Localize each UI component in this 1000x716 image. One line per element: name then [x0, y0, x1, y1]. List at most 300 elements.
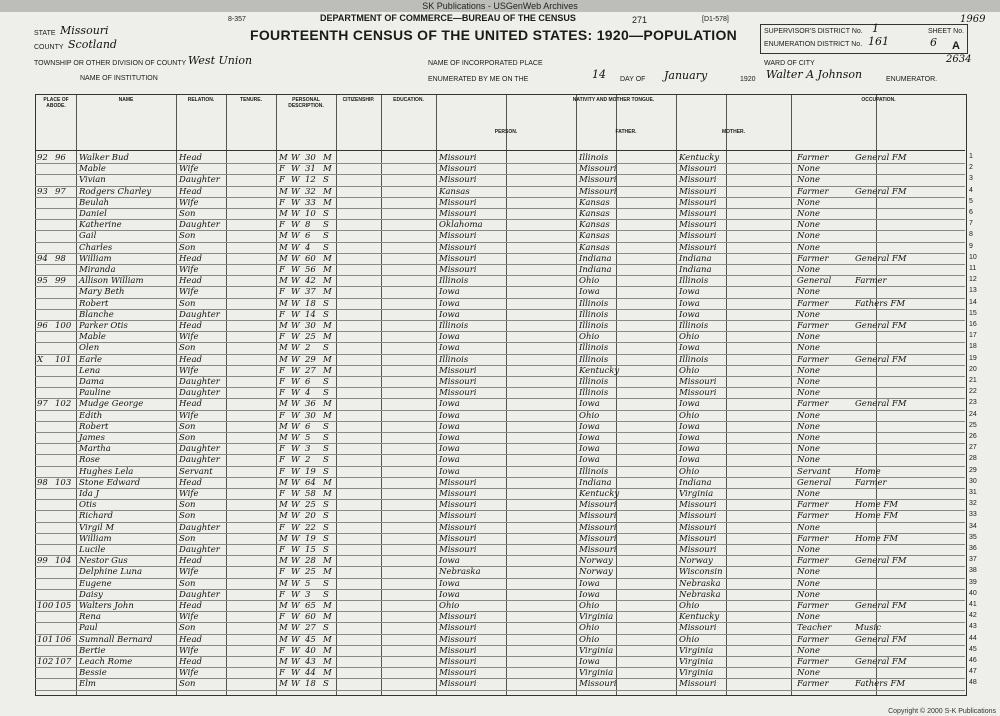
- cell-m: Missouri: [679, 377, 717, 387]
- cell-m: Ohio: [679, 466, 700, 477]
- cell-name: Nestor Gus: [79, 556, 128, 567]
- cell-m: Iowa: [679, 444, 700, 455]
- cell-p: Illinois: [439, 276, 469, 287]
- row-number: 41: [969, 601, 977, 608]
- cell-fam: 101: [55, 354, 72, 365]
- cell-sex: M: [279, 477, 288, 488]
- cell-f: Illinois: [579, 298, 609, 309]
- table-row: [35, 230, 965, 242]
- cell-occ: None: [797, 197, 821, 208]
- cell-sex: M: [279, 634, 288, 645]
- cell-p: Missouri: [439, 657, 477, 667]
- cell-name: James: [79, 433, 105, 443]
- cell-rel: Daughter: [179, 522, 220, 533]
- cell-dw: 100: [37, 601, 54, 611]
- row-number: 7: [969, 220, 973, 228]
- cell-occ: None: [797, 175, 821, 186]
- enumerated-year: 1920: [740, 76, 756, 83]
- cell-f: Indiana: [579, 265, 612, 275]
- cell-rel: Head: [179, 321, 202, 331]
- cell-p: Oklahoma: [439, 220, 483, 231]
- cell-dw: X: [37, 354, 44, 365]
- row-number: 37: [969, 556, 977, 564]
- row-number: 42: [969, 612, 977, 620]
- table-row: [35, 578, 965, 590]
- row-number: 47: [969, 668, 977, 676]
- row-number: 23: [969, 399, 977, 407]
- cell-dw: 101: [37, 634, 54, 645]
- cell-sex: M: [279, 601, 288, 611]
- cell-m: Kentucky: [679, 612, 720, 623]
- table-row: [35, 544, 965, 556]
- cell-rel: Head: [179, 153, 202, 163]
- cell-p: Iowa: [439, 589, 460, 600]
- cell-occ: None: [797, 164, 821, 175]
- cell-ind: General FM: [855, 186, 907, 197]
- institution-label: NAME OF INSTITUTION: [80, 75, 158, 82]
- cell-p: Missouri: [439, 500, 477, 511]
- cell-m: Ohio: [679, 365, 700, 376]
- cell-dw: 96: [37, 321, 48, 331]
- cell-f: Norway: [579, 556, 613, 567]
- cell-f: Illinois: [579, 153, 609, 163]
- cell-m: Missouri: [679, 242, 717, 253]
- cell-rel: Head: [179, 354, 202, 365]
- cell-occ: None: [797, 265, 821, 275]
- cell-name: Pauline: [79, 388, 111, 399]
- cell-occ: None: [797, 343, 821, 354]
- col-citizenship: CITIZENSHIP.: [342, 97, 375, 103]
- table-row: [35, 622, 965, 634]
- cell-age: 3: [305, 444, 311, 455]
- cell-rel: Wife: [179, 332, 199, 343]
- cell-rel: Daughter: [179, 545, 220, 555]
- cell-name: Lena: [79, 365, 101, 376]
- cell-race: W: [291, 668, 300, 679]
- cell-occ: None: [797, 489, 821, 499]
- cell-f: Illinois: [579, 388, 609, 399]
- cell-ms: M: [323, 410, 332, 421]
- county-label: COUNTY: [34, 44, 64, 51]
- cell-name: William: [79, 533, 112, 544]
- corner-number: 1969: [960, 14, 986, 25]
- cell-age: 8: [305, 220, 311, 231]
- cell-sex: F: [279, 309, 285, 320]
- table-row: [35, 398, 965, 410]
- cell-name: William: [79, 253, 112, 264]
- table-row: [35, 342, 965, 354]
- table-row: [35, 264, 965, 276]
- cell-sex: M: [279, 186, 288, 197]
- cell-p: Missouri: [439, 209, 477, 219]
- table-row: [35, 454, 965, 466]
- cell-rel: Son: [179, 500, 196, 511]
- cell-ms: S: [323, 444, 329, 455]
- row-number: 19: [969, 354, 977, 362]
- cell-occ: None: [797, 287, 821, 298]
- cell-p: Missouri: [439, 634, 477, 645]
- cell-p: Iowa: [439, 466, 460, 477]
- cell-race: W: [291, 612, 300, 623]
- cell-ind: Home FM: [855, 533, 898, 544]
- cell-race: W: [291, 298, 300, 309]
- cell-race: W: [291, 545, 300, 555]
- cell-rel: Son: [179, 511, 196, 522]
- cell-sex: M: [279, 623, 288, 634]
- cell-f: Iowa: [579, 287, 600, 298]
- cell-dw: 95: [37, 276, 48, 287]
- cell-name: Daniel: [79, 209, 107, 219]
- cell-occ: None: [797, 567, 821, 578]
- cell-m: Iowa: [679, 455, 700, 466]
- cell-ind: General FM: [855, 657, 907, 667]
- cell-p: Missouri: [439, 489, 477, 499]
- cell-age: 2: [305, 343, 311, 354]
- cell-fam: 96: [55, 153, 66, 163]
- row-number: 9: [969, 242, 973, 250]
- cell-occ: Servant: [797, 466, 831, 477]
- cell-rel: Daughter: [179, 175, 220, 186]
- row-number: 1: [969, 153, 973, 160]
- cell-ms: S: [323, 231, 329, 242]
- cell-ms: S: [323, 545, 329, 555]
- cell-rel: Daughter: [179, 444, 220, 455]
- table-row: [35, 387, 965, 399]
- cell-occ: Farmer: [797, 298, 829, 309]
- row-number: 8: [969, 231, 973, 239]
- cell-occ: None: [797, 309, 821, 320]
- cell-sex: F: [279, 522, 285, 533]
- col-place: PLACE OF ABODE.: [43, 97, 69, 109]
- cell-name: Paul: [79, 623, 98, 634]
- department-title: DEPARTMENT OF COMMERCE—BUREAU OF THE CENSUS: [320, 13, 576, 23]
- col-relation: RELATION.: [187, 97, 215, 103]
- cell-name: Robert: [79, 421, 109, 432]
- cell-name: Mable: [79, 332, 106, 343]
- cell-occ: Farmer: [797, 634, 829, 645]
- cell-ms: M: [323, 287, 332, 298]
- cell-race: W: [291, 354, 300, 365]
- cell-ms: M: [323, 556, 332, 567]
- cell-ms: S: [323, 220, 329, 231]
- cell-ms: M: [323, 399, 332, 410]
- cell-p: Iowa: [439, 410, 460, 421]
- cell-age: 4: [305, 388, 311, 399]
- cell-occ: None: [797, 589, 821, 600]
- cell-age: 4: [305, 242, 311, 253]
- cell-m: Iowa: [679, 399, 700, 410]
- cell-occ: Farmer: [797, 556, 829, 567]
- cell-rel: Daughter: [179, 455, 220, 466]
- row-number: 4: [969, 186, 973, 194]
- cell-race: W: [291, 657, 300, 667]
- table-row: [35, 477, 965, 489]
- cell-ind: General FM: [855, 556, 907, 567]
- cell-p: Missouri: [439, 612, 477, 623]
- cell-fam: 100: [55, 321, 72, 331]
- cell-ms: S: [323, 433, 329, 443]
- cell-ind: Home FM: [855, 511, 898, 522]
- table-row: [35, 152, 965, 164]
- cell-f: Iowa: [579, 657, 600, 667]
- cell-f: Iowa: [579, 421, 600, 432]
- cell-sex: F: [279, 489, 285, 499]
- cell-sex: F: [279, 332, 285, 343]
- cell-ind: General FM: [855, 153, 907, 163]
- cell-age: 20: [305, 511, 316, 522]
- township-label: TOWNSHIP OR OTHER DIVISION OF COUNTY: [34, 60, 187, 67]
- cell-sex: M: [279, 657, 288, 667]
- cell-age: 15: [305, 545, 316, 555]
- cell-dw: 97: [37, 399, 48, 410]
- enumerated-day: 14: [592, 68, 606, 81]
- col-occupation: OCCUPATION.: [861, 97, 896, 103]
- cell-p: Missouri: [439, 377, 477, 387]
- row-number: 28: [969, 455, 977, 463]
- cell-ms: S: [323, 578, 329, 589]
- cell-p: Iowa: [439, 309, 460, 320]
- cell-age: 27: [305, 623, 316, 634]
- cell-m: Missouri: [679, 186, 717, 197]
- cell-age: 2: [305, 455, 311, 466]
- cell-occ: Farmer: [797, 533, 829, 544]
- cell-p: Kansas: [439, 186, 470, 197]
- table-row: [35, 219, 965, 231]
- cell-m: Illinois: [679, 321, 709, 331]
- cell-rel: Wife: [179, 668, 199, 679]
- cell-rel: Wife: [179, 287, 199, 298]
- cell-m: Missouri: [679, 679, 717, 690]
- cell-race: W: [291, 365, 300, 376]
- cell-p: Missouri: [439, 365, 477, 376]
- cell-name: Mary Beth: [79, 287, 125, 298]
- cell-name: Walker Bud: [79, 153, 129, 163]
- cell-sex: F: [279, 164, 285, 175]
- cell-m: Missouri: [679, 500, 717, 511]
- cell-f: Ohio: [579, 410, 600, 421]
- cell-ms: M: [323, 657, 332, 667]
- cell-f: Missouri: [579, 175, 617, 186]
- cell-age: 44: [305, 668, 316, 679]
- cell-race: W: [291, 444, 300, 455]
- cell-ms: S: [323, 343, 329, 354]
- cell-ms: M: [323, 365, 332, 376]
- enumerated-label: ENUMERATED BY ME ON THE: [428, 76, 529, 83]
- township-value: West Union: [188, 54, 253, 67]
- table-row: [35, 432, 965, 444]
- cell-m: Virginia: [679, 657, 714, 667]
- table-row: [35, 163, 965, 175]
- cell-name: Bertie: [79, 645, 106, 656]
- table-row: [35, 667, 965, 679]
- cell-sex: M: [279, 433, 288, 443]
- cell-age: 14: [305, 309, 316, 320]
- table-row: [35, 656, 965, 668]
- col-father: FATHER.: [615, 129, 637, 135]
- row-number: 38: [969, 567, 977, 575]
- cell-occ: Farmer: [797, 153, 829, 163]
- cell-occ: None: [797, 231, 821, 242]
- cell-p: Missouri: [439, 533, 477, 544]
- cell-ms: S: [323, 242, 329, 253]
- table-row: [35, 309, 965, 321]
- cell-p: Missouri: [439, 388, 477, 399]
- cell-rel: Son: [179, 533, 196, 544]
- cell-race: W: [291, 153, 300, 163]
- cell-f: Illinois: [579, 466, 609, 477]
- cell-fam: 104: [55, 556, 72, 567]
- cell-name: Otis: [79, 500, 97, 511]
- row-number: 10: [969, 253, 977, 261]
- cell-race: W: [291, 377, 300, 387]
- cell-name: Virgil M: [79, 522, 115, 533]
- row-number: 22: [969, 388, 977, 396]
- cell-name: Allison William: [79, 276, 144, 287]
- cell-rel: Son: [179, 231, 196, 242]
- cell-p: Ohio: [439, 601, 460, 611]
- cell-race: W: [291, 433, 300, 443]
- row-number: 6: [969, 209, 973, 216]
- cell-p: Iowa: [439, 332, 460, 343]
- cell-name: Lucile: [79, 545, 106, 555]
- cell-m: Indiana: [679, 253, 712, 264]
- cell-race: W: [291, 209, 300, 219]
- day-label: DAY OF: [620, 76, 646, 83]
- cell-sex: F: [279, 612, 285, 623]
- row-number: 30: [969, 477, 977, 485]
- cell-m: Iowa: [679, 421, 700, 432]
- cell-name: Mable: [79, 164, 106, 175]
- cell-sex: M: [279, 276, 288, 287]
- enumeration-label: ENUMERATION DISTRICT No.: [764, 41, 863, 48]
- cell-race: W: [291, 421, 300, 432]
- row-number: 46: [969, 657, 977, 664]
- table-row: [35, 488, 965, 500]
- cell-f: Ohio: [579, 601, 600, 611]
- cell-sex: M: [279, 298, 288, 309]
- cell-rel: Son: [179, 421, 196, 432]
- cell-rel: Son: [179, 679, 196, 690]
- row-number: 32: [969, 500, 977, 508]
- sheet-label: SHEET No.: [928, 28, 965, 35]
- cell-f: Kansas: [579, 209, 610, 219]
- cell-rel: Son: [179, 242, 196, 253]
- ward-label: WARD OF CITY: [764, 60, 815, 67]
- cell-m: Indiana: [679, 265, 712, 275]
- row-number: 48: [969, 679, 977, 687]
- table-row: [35, 331, 965, 343]
- cell-ms: M: [323, 567, 332, 578]
- cell-m: Ohio: [679, 601, 700, 611]
- cell-ind: Music: [855, 623, 882, 634]
- cell-race: W: [291, 231, 300, 242]
- sheet-letter: A: [952, 40, 960, 52]
- cell-ms: S: [323, 589, 329, 600]
- cell-rel: Head: [179, 276, 202, 287]
- cell-p: Missouri: [439, 668, 477, 679]
- cell-sex: M: [279, 343, 288, 354]
- cell-ms: M: [323, 612, 332, 623]
- cell-p: Missouri: [439, 175, 477, 186]
- cell-age: 33: [305, 197, 316, 208]
- cell-f: Virginia: [579, 668, 614, 679]
- cell-occ: Farmer: [797, 679, 829, 690]
- cell-f: Illinois: [579, 377, 609, 387]
- cell-f: Illinois: [579, 321, 609, 331]
- cell-sex: F: [279, 410, 285, 421]
- row-number: 12: [969, 276, 977, 284]
- county-value: Scotland: [68, 38, 117, 51]
- cell-name: Beulah: [79, 197, 110, 208]
- row-number: 40: [969, 589, 977, 597]
- cell-age: 3: [305, 589, 311, 600]
- cell-p: Iowa: [439, 287, 460, 298]
- cell-race: W: [291, 511, 300, 522]
- cell-fam: 98: [55, 253, 66, 264]
- cell-age: 60: [305, 612, 316, 623]
- cell-age: 12: [305, 175, 316, 186]
- cell-sex: M: [279, 354, 288, 365]
- cell-age: 37: [305, 287, 316, 298]
- cell-name: Walters John: [79, 601, 134, 611]
- cell-name: Dama: [79, 377, 105, 387]
- row-number: 25: [969, 421, 977, 429]
- cell-ms: S: [323, 500, 329, 511]
- cell-occ: General: [797, 477, 832, 488]
- cell-m: Missouri: [679, 220, 717, 231]
- cell-ms: S: [323, 522, 329, 533]
- cell-m: Ohio: [679, 634, 700, 645]
- archive-banner: SK Publications - USGenWeb Archives: [0, 0, 1000, 12]
- cell-rel: Wife: [179, 612, 199, 623]
- cell-occ: None: [797, 209, 821, 219]
- table-row: [35, 634, 965, 646]
- cell-sex: M: [279, 511, 288, 522]
- cell-p: Missouri: [439, 645, 477, 656]
- cell-f: Ohio: [579, 276, 600, 287]
- cell-ms: M: [323, 645, 332, 656]
- cell-p: Missouri: [439, 197, 477, 208]
- cell-ms: S: [323, 623, 329, 634]
- cell-occ: Farmer: [797, 253, 829, 264]
- cell-ms: S: [323, 455, 329, 466]
- cell-p: Iowa: [439, 578, 460, 589]
- cell-p: Illinois: [439, 354, 469, 365]
- cell-age: 22: [305, 522, 316, 533]
- row-number: 43: [969, 623, 977, 631]
- cell-ms: S: [323, 511, 329, 522]
- cell-f: Kentucky: [579, 365, 620, 376]
- cell-age: 65: [305, 601, 316, 611]
- cell-rel: Son: [179, 209, 196, 219]
- cell-ms: M: [323, 668, 332, 679]
- cell-race: W: [291, 477, 300, 488]
- cell-race: W: [291, 276, 300, 287]
- cell-ms: S: [323, 466, 329, 477]
- row-number: 15: [969, 309, 977, 317]
- cell-sex: M: [279, 253, 288, 264]
- col-personal: PERSONAL DESCRIPTION.: [288, 97, 324, 109]
- cell-fam: 102: [55, 399, 72, 410]
- cell-m: Wisconsin: [679, 567, 723, 578]
- cell-name: Elm: [79, 679, 96, 690]
- cell-p: Missouri: [439, 265, 477, 275]
- sheet-number: 6: [930, 36, 937, 49]
- row-number: 21: [969, 377, 977, 384]
- cell-race: W: [291, 601, 300, 611]
- cell-name: Martha: [79, 444, 111, 455]
- cell-name: Ida J: [79, 489, 99, 499]
